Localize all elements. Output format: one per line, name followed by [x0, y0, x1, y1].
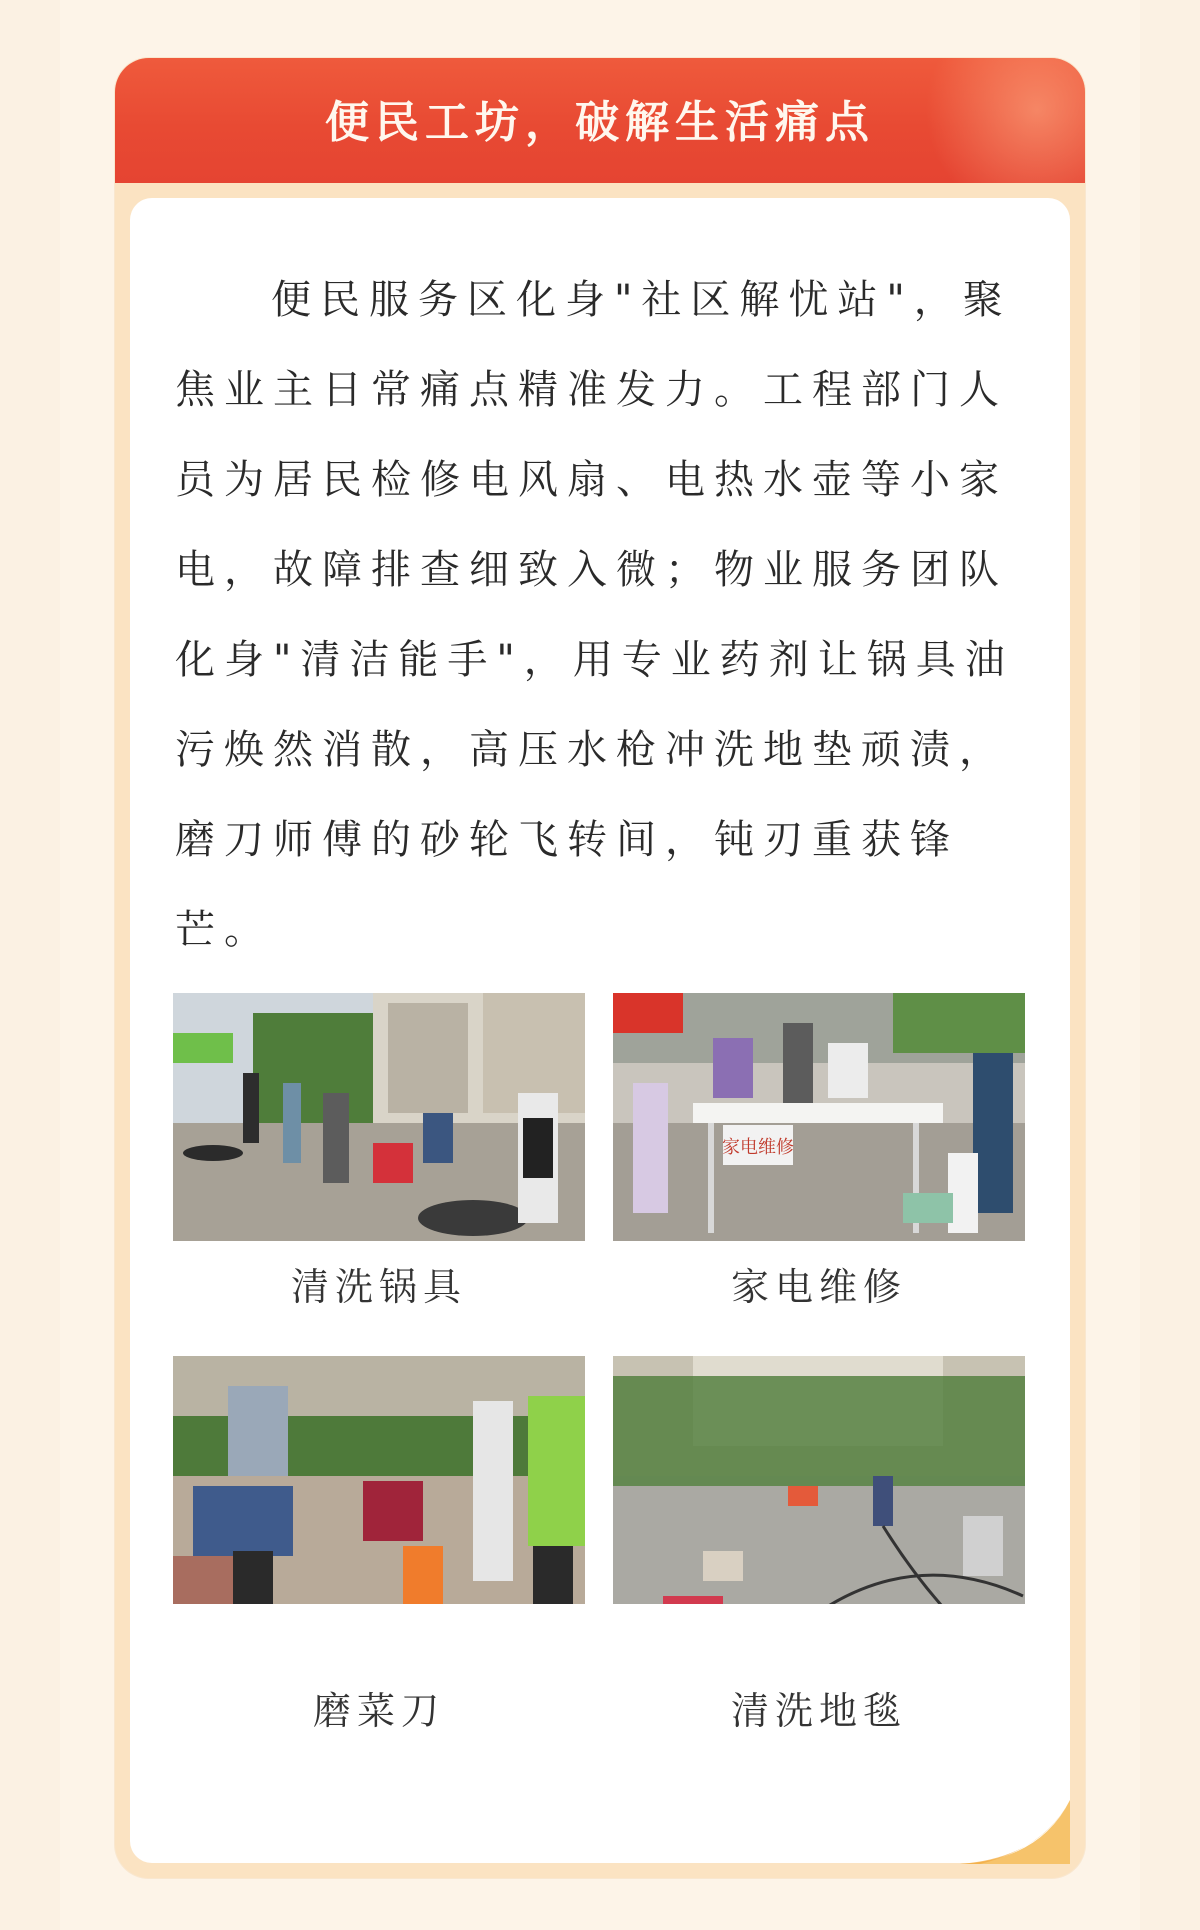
repair-table-sign: 家电维修 — [722, 1137, 794, 1158]
section-header — [115, 58, 1085, 183]
photo-appliance-repair — [613, 993, 1025, 1241]
article-paragraph: 便民服务区化身"社区解忧站"，聚焦业主日常痛点精准发力。工程部门人员为居民检修电风扇、电热水壶等小家电，故障排查细致入微；物业服务团队化身"清洁能手"，用专业药剂让锅具油污焕然消散，高压水枪冲洗地垫顽渍，磨刀师傅的砂轮飞转间，钝刃重获锋芒。 — [175, 277, 1014, 953]
corner-decoration — [960, 1800, 1070, 1864]
photo-carpet-cleaning — [613, 1356, 1025, 1604]
caption-appliance-repair: 家电维修 — [730, 1265, 907, 1309]
photo-cleaning-pots — [173, 993, 585, 1241]
caption-carpet-cleaning: 清洗地毯 — [730, 1689, 907, 1733]
section-title: 便民工坊，破解生活痛点 — [325, 97, 875, 148]
header-divider — [115, 183, 1085, 198]
photo-knife-sharpening — [173, 1356, 585, 1604]
caption-knife-sharpening: 磨菜刀 — [312, 1689, 445, 1733]
caption-cleaning-pots: 清洗锅具 — [290, 1265, 467, 1309]
